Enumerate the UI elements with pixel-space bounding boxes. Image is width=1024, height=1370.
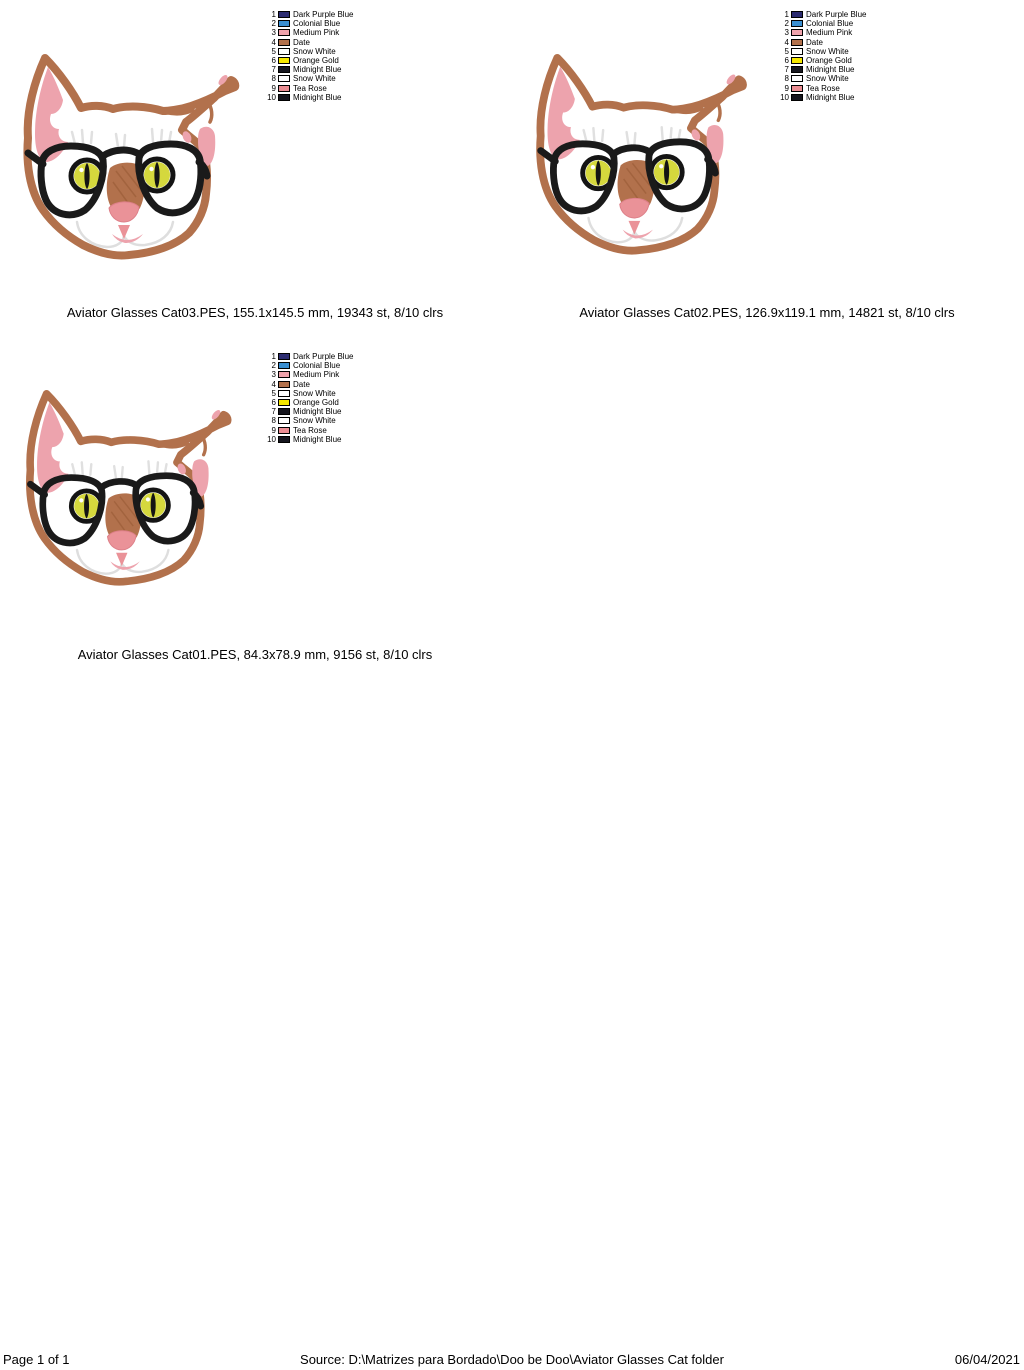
thread-number: 3 (784, 28, 789, 38)
thread-color-swatch (278, 39, 290, 46)
thread-color-row (266, 84, 353, 93)
thread-name: Midnight Blue (806, 92, 855, 102)
thread-name: Colonial Blue (806, 19, 854, 29)
thread-name: Dark Purple Blue (806, 10, 867, 19)
thread-color-row (266, 47, 353, 56)
thread-name: Tea Rose (293, 425, 327, 435)
thread-number: 7 (271, 407, 276, 417)
thread-number: 6 (271, 55, 276, 65)
thread-color-swatch (791, 48, 803, 55)
thread-color-row (266, 56, 353, 65)
thread-color-swatch (278, 371, 290, 378)
thread-number: 10 (267, 92, 276, 102)
thread-color-legend (266, 352, 353, 444)
thread-color-row (266, 435, 353, 444)
thread-name: Colonial Blue (293, 19, 341, 29)
thread-color-row (779, 10, 866, 19)
thread-number: 2 (271, 361, 276, 371)
thread-color-row (266, 407, 353, 416)
thread-color-swatch (278, 436, 290, 443)
thread-color-swatch (278, 29, 290, 36)
cat-design-image (18, 386, 256, 591)
thread-color-swatch (278, 399, 290, 406)
thread-color-swatch (278, 390, 290, 397)
date-label: 06/04/2021 (954, 1352, 1020, 1367)
thread-name: Medium Pink (806, 28, 853, 38)
thread-color-swatch (791, 29, 803, 36)
thread-color-swatch (791, 39, 803, 46)
design-caption: Aviator Glasses Cat02.PES, 126.9x119.1 mm, 14821 st, 8/10 clrs (579, 305, 955, 320)
thread-number: 9 (784, 83, 789, 93)
thread-color-row (266, 28, 353, 37)
thread-number: 8 (271, 416, 276, 426)
thread-name: Date (293, 37, 310, 47)
thread-color-swatch (278, 381, 290, 388)
thread-color-row (266, 352, 353, 361)
thread-color-swatch (278, 353, 290, 360)
thread-color-row (779, 56, 866, 65)
thread-color-swatch (278, 48, 290, 55)
source-path-label: Source: D:\Matrizes para Bordado\Doo be Doo\Aviator Glasses Cat folder (300, 1352, 724, 1367)
thread-color-swatch (278, 20, 290, 27)
thread-number: 10 (780, 92, 789, 102)
cat-design-image (528, 50, 772, 260)
thread-color-row (266, 426, 353, 435)
thread-number: 4 (271, 379, 276, 389)
thread-name: Snow White (293, 416, 336, 426)
thread-color-row (266, 380, 353, 389)
thread-color-swatch (791, 85, 803, 92)
thread-color-swatch (278, 66, 290, 73)
thread-number: 10 (267, 434, 276, 444)
thread-number: 2 (784, 19, 789, 29)
thread-number: 1 (271, 352, 276, 361)
thread-number: 9 (271, 83, 276, 93)
thread-name: Medium Pink (293, 370, 340, 380)
thread-color-row (266, 65, 353, 74)
thread-color-legend (266, 10, 353, 102)
thread-number: 7 (784, 65, 789, 75)
thread-number: 3 (271, 370, 276, 380)
thread-name: Dark Purple Blue (293, 352, 354, 361)
thread-color-swatch (791, 20, 803, 27)
thread-number: 4 (271, 37, 276, 47)
thread-name: Tea Rose (806, 83, 840, 93)
thread-color-swatch (278, 417, 290, 424)
thread-color-legend (779, 10, 866, 102)
thread-color-row (266, 74, 353, 83)
thread-color-row (266, 10, 353, 19)
thread-name: Midnight Blue (806, 65, 855, 75)
thread-name: Midnight Blue (293, 434, 342, 444)
thread-number: 4 (784, 37, 789, 47)
thread-number: 3 (271, 28, 276, 38)
thread-name: Snow White (293, 46, 336, 56)
thread-color-swatch (791, 11, 803, 18)
thread-number: 1 (784, 10, 789, 19)
thread-color-row (779, 65, 866, 74)
thread-color-swatch (278, 408, 290, 415)
design-caption: Aviator Glasses Cat03.PES, 155.1x145.5 mm, 19343 st, 8/10 clrs (66, 305, 444, 320)
thread-name: Midnight Blue (293, 65, 342, 75)
thread-color-swatch (791, 66, 803, 73)
thread-color-row (266, 19, 353, 28)
thread-color-row (779, 47, 866, 56)
thread-name: Tea Rose (293, 83, 327, 93)
thread-color-row (779, 84, 866, 93)
thread-name: Snow White (293, 74, 336, 84)
thread-name: Snow White (806, 74, 849, 84)
thread-color-row (266, 389, 353, 398)
thread-color-swatch (278, 94, 290, 101)
thread-name: Dark Purple Blue (293, 10, 354, 19)
cat-design-image (15, 50, 265, 265)
thread-number: 6 (271, 397, 276, 407)
thread-color-swatch (278, 11, 290, 18)
thread-name: Midnight Blue (293, 407, 342, 417)
thread-color-row (266, 361, 353, 370)
thread-color-swatch (278, 57, 290, 64)
thread-color-row (779, 93, 866, 102)
thread-number: 9 (271, 425, 276, 435)
thread-color-row (779, 74, 866, 83)
thread-color-swatch (278, 75, 290, 82)
thread-number: 1 (271, 10, 276, 19)
thread-name: Snow White (806, 46, 849, 56)
thread-color-swatch (278, 427, 290, 434)
thread-color-swatch (278, 85, 290, 92)
thread-number: 5 (271, 46, 276, 56)
thread-name: Orange Gold (806, 55, 852, 65)
thread-color-row (266, 93, 353, 102)
thread-name: Medium Pink (293, 28, 340, 38)
design-caption: Aviator Glasses Cat01.PES, 84.3x78.9 mm, 9156 st, 8/10 clrs (77, 647, 433, 662)
thread-number: 5 (271, 388, 276, 398)
thread-color-row (266, 416, 353, 425)
thread-number: 5 (784, 46, 789, 56)
thread-number: 8 (271, 74, 276, 84)
thread-color-swatch (791, 57, 803, 64)
thread-name: Colonial Blue (293, 361, 341, 371)
thread-color-row (779, 28, 866, 37)
thread-name: Orange Gold (293, 397, 339, 407)
thread-number: 2 (271, 19, 276, 29)
thread-color-row (779, 19, 866, 28)
thread-color-row (266, 398, 353, 407)
thread-number: 8 (784, 74, 789, 84)
thread-name: Midnight Blue (293, 92, 342, 102)
thread-name: Date (806, 37, 823, 47)
thread-color-row (266, 38, 353, 47)
thread-color-swatch (791, 94, 803, 101)
thread-number: 6 (784, 55, 789, 65)
thread-color-row (266, 370, 353, 379)
thread-number: 7 (271, 65, 276, 75)
thread-name: Date (293, 379, 310, 389)
thread-color-row (779, 38, 866, 47)
thread-name: Orange Gold (293, 55, 339, 65)
page-number-label: Page 1 of 1 (3, 1352, 70, 1367)
thread-color-swatch (278, 362, 290, 369)
thread-color-swatch (791, 75, 803, 82)
thread-name: Snow White (293, 388, 336, 398)
